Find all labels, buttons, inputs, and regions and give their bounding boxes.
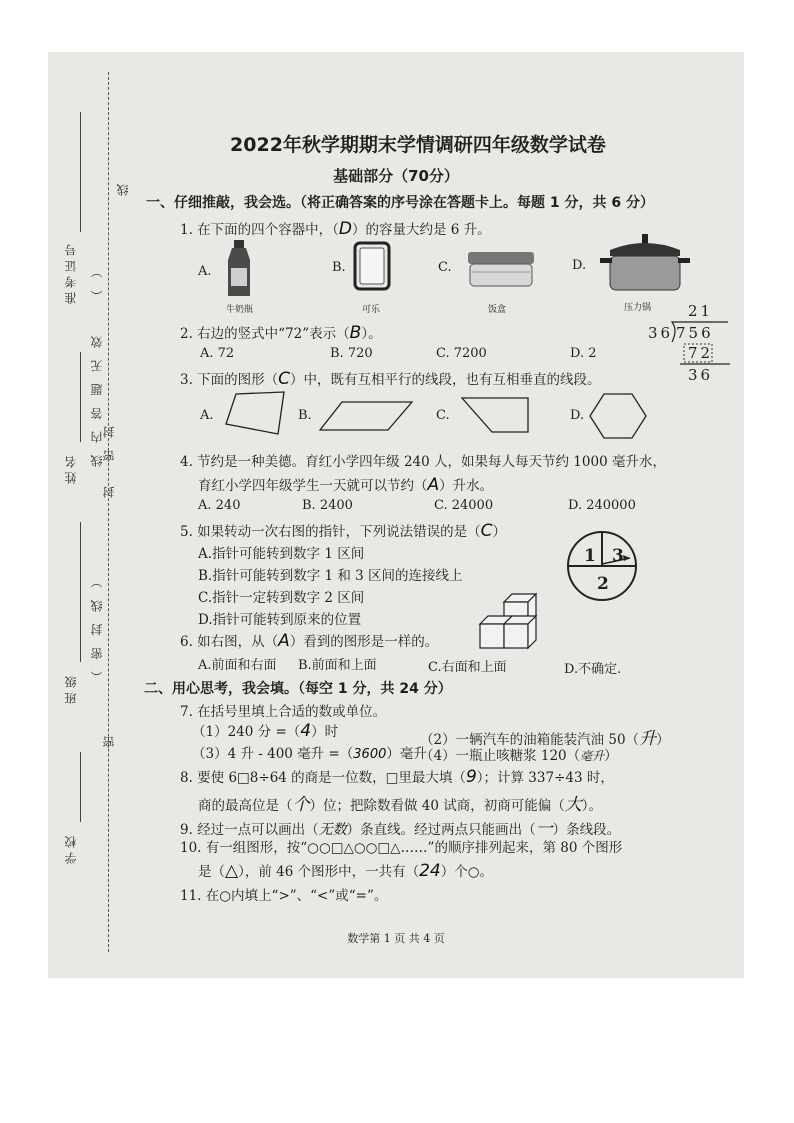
q2-option-b: B. 720 xyxy=(330,346,373,361)
margin-word-line: 线 xyxy=(116,180,130,196)
pressure-cooker-icon xyxy=(600,234,690,296)
margin-seal-word: 密 封 xyxy=(102,422,116,462)
q9-answer-1: 无数 xyxy=(318,822,347,838)
q4-answer: A xyxy=(427,475,440,495)
q7-part-1-post: ）时 xyxy=(311,724,339,740)
q10-line-2-post: ）个○。 xyxy=(440,864,494,880)
q1-text xyxy=(180,218,491,239)
q6-answer: A xyxy=(278,631,290,651)
q3-option-d-label: D. xyxy=(570,408,585,423)
q6-option-c: C.右面和上面 xyxy=(428,660,507,675)
q8-line-1-mid: ）；计算 337÷43 时， xyxy=(476,770,614,786)
q2-text-post: ）。 xyxy=(361,326,382,342)
q5-text xyxy=(180,520,506,541)
lunchbox-icon xyxy=(466,248,536,290)
division-remainder: 36 xyxy=(688,366,714,384)
division-partial-product: 72 xyxy=(688,344,714,362)
q2-option-a: A. 72 xyxy=(200,346,235,361)
q8-line-2-post: ）。 xyxy=(581,798,603,814)
q1-option-d-caption: 压力锅 xyxy=(624,303,652,313)
q1-option-b-caption: 可乐 xyxy=(362,305,381,315)
cube-stack-diagram xyxy=(478,592,550,654)
q4-option-b: B. 2400 xyxy=(302,498,353,513)
q6-text-pre: 6. 如右图，从（ xyxy=(180,634,279,650)
q10-answer-1: △ xyxy=(225,861,239,881)
spinner-label-3: 3 xyxy=(612,546,624,566)
q9-post: ）条线段。 xyxy=(552,822,621,838)
q2-option-c: C. 7200 xyxy=(436,346,487,361)
q8-line-2-mid: ）位；把除数看做 40 试商，初商可能偏（ xyxy=(309,798,565,814)
margin-seal-notice: 线 内 答 题 无 效 xyxy=(90,332,104,468)
margin-school-label: 学校 xyxy=(64,832,78,864)
q5-text-pre: 5. 如果转动一次右图的指针，下列说法错误的是（ xyxy=(180,524,481,540)
q7-part-1-pre: （1）240 分 =（ xyxy=(192,724,301,740)
q7-part-4-answer: 毫升 xyxy=(580,749,605,763)
q7-part-3-pre: （3）4 升 - 400 毫升 =（ xyxy=(192,746,354,762)
margin-name-label: 姓名 xyxy=(64,452,78,484)
cola-can-icon xyxy=(354,242,390,290)
q4-line-2-pre: 育红小学四年级学生一天就可以节约（ xyxy=(198,478,428,494)
q7-part-3-post: ）毫升 xyxy=(386,746,427,762)
q6-text-post: ）看到的图形是一样的。 xyxy=(289,634,439,650)
exam-subtitle: 基础部分（70分） xyxy=(333,167,459,185)
spinner-label-2: 2 xyxy=(597,574,609,594)
margin-word-secret: 密 xyxy=(102,732,116,748)
bleed-through-text xyxy=(138,132,151,151)
q4-line-1: 4. 节约是一种美德。育红小学四年级 240 人，如果每人每天节约 1000 毫升水， xyxy=(180,454,666,470)
margin-exam-number-label: 准考证号 xyxy=(64,240,78,304)
hexagon-shape xyxy=(588,392,648,440)
parallelogram-shape xyxy=(318,400,414,432)
q7-part-4 xyxy=(420,744,618,764)
q1-text-post: ）的容量大约是 6 升。 xyxy=(352,222,491,238)
margin-fill-line-3 xyxy=(80,522,81,662)
q3-text-post: ）中，既有互相平行的线段，也有互相垂直的线段。 xyxy=(290,372,601,388)
q6-text xyxy=(180,630,438,651)
q7-part-3-answer: 3600 xyxy=(353,747,387,762)
page-footer: 数学第 1 页 共 4 页 xyxy=(347,932,445,945)
q2-text-pre: 2. 右边的竖式中“72”表示（ xyxy=(180,326,350,342)
q5-answer: C xyxy=(480,521,493,541)
margin-word-seal: 封 xyxy=(102,482,116,498)
q7-part-2-pre: （2）一辆汽车的油箱能装汽油 50（ xyxy=(420,732,640,748)
q7-part-4-pre: （4）一瓶止咳糖浆 120（ xyxy=(420,748,581,764)
q7-part-3 xyxy=(192,742,427,762)
q5-option-c: C.指针一定转到数字 2 区间 xyxy=(198,590,365,606)
q6-option-b: B.前面和上面 xyxy=(298,658,377,673)
q5-option-d: D.指针可能转到原来的位置 xyxy=(198,612,362,628)
q4-line-2 xyxy=(198,474,493,495)
q9-mid: ）条直线。经过两点只能画出（ xyxy=(346,822,536,838)
division-quotient: 21 xyxy=(688,302,714,320)
exam-sheet xyxy=(48,52,744,978)
q5-option-b: B.指针可能转到数字 1 和 3 区间的连接线上 xyxy=(198,568,463,584)
margin-fill-line-4 xyxy=(80,752,81,822)
q10-line-2 xyxy=(198,860,493,881)
q8-line-2-pre: 商的最高位是（ xyxy=(198,798,293,814)
q1-option-c-caption: 饭盒 xyxy=(488,305,507,315)
q3-text-pre: 3. 下面的图形（ xyxy=(180,372,279,388)
q3-option-b-label: B. xyxy=(298,408,312,423)
q1-answer: D xyxy=(338,219,353,239)
q3-answer: C xyxy=(278,369,291,389)
q8-line-2 xyxy=(198,790,602,815)
q4-option-d: D. 240000 xyxy=(568,498,636,513)
q10-answer-2: 24 xyxy=(419,861,441,881)
seal-dashed-line xyxy=(108,72,109,952)
q8-answer-2: 个 xyxy=(292,795,310,815)
q9-pre: 9. 经过一点可以画出（ xyxy=(180,822,319,838)
right-trapezoid-shape xyxy=(460,396,530,434)
q10-line-2-pre: 是（ xyxy=(198,864,225,880)
q3-text xyxy=(180,368,601,389)
q2-answer: B xyxy=(349,323,362,343)
milk-bottle-icon xyxy=(226,240,252,300)
q8-line-1 xyxy=(180,766,614,787)
q11-text: 11. 在○内填上“>”、“<”或“=”。 xyxy=(180,888,388,904)
margin-fill-line-2 xyxy=(80,352,81,442)
q1-option-d-label: D. xyxy=(572,258,587,273)
q4-line-2-post: ）升水。 xyxy=(439,478,494,494)
margin-class-label: 班级 xyxy=(64,672,78,704)
section-2-heading: 二、用心思考，我会填。（每空 1 分，共 24 分） xyxy=(144,681,452,697)
q10-line-2-mid: ），前 46 个图形中，一共有（ xyxy=(238,864,420,880)
q8-answer-3: 大 xyxy=(564,795,582,815)
section-1-heading: 一、仔细推敲，我会选。（将正确答案的序号涂在答题卡上。每题 1 分，共 6 分） xyxy=(146,195,654,211)
q3-option-c-label: C. xyxy=(436,408,450,423)
division-divisor: 36 xyxy=(648,324,674,342)
q1-option-c-label: C. xyxy=(438,260,452,275)
q7-part-2-answer: 升 xyxy=(639,729,657,749)
q9-answer-2: 一 xyxy=(535,819,553,839)
q7-text: 7. 在括号里填上合适的数或单位。 xyxy=(180,704,387,720)
q6-option-d: D.不确定. xyxy=(564,662,622,677)
q7-part-4-post: ） xyxy=(604,748,618,764)
q2-option-d: D. 2 xyxy=(570,346,597,361)
q4-option-c: C. 24000 xyxy=(434,498,494,513)
q5-text-post: ） xyxy=(492,524,507,540)
q1-option-a-caption: 牛奶瓶 xyxy=(226,305,254,315)
q7-part-2-post: ） xyxy=(656,732,670,748)
margin-paren-note: （ ） xyxy=(90,262,104,302)
q8-line-1-pre: 8. 要使 6□8÷64 的商是一位数，□里最大填（ xyxy=(180,770,466,786)
q8-answer-1: 9 xyxy=(465,767,477,787)
q3-option-a-label: A. xyxy=(200,408,214,423)
exam-title: 2022年秋学期期末学情调研四年级数学试卷 xyxy=(230,134,606,156)
q1-text-pre: 1. 在下面的四个容器中，（ xyxy=(180,222,339,238)
q5-option-a: A.指针可能转到数字 1 区间 xyxy=(198,546,365,562)
spinner-label-1: 1 xyxy=(584,546,596,566)
q7-part-1-answer: 4 xyxy=(300,721,312,741)
q1-option-a-label: A. xyxy=(198,264,212,279)
q4-option-a: A. 240 xyxy=(198,498,241,513)
division-dividend: 756 xyxy=(676,324,714,342)
quadrilateral-shape xyxy=(224,390,290,436)
margin-seal-paren: （ 密 封 线 ） xyxy=(90,572,104,684)
q1-option-b-label: B. xyxy=(332,260,346,275)
q10-line-1: 10. 有一组图形，按“○○□△○○□△……”的顺序排列起来，第 80 个图形 xyxy=(180,840,623,856)
q2-text xyxy=(180,322,382,343)
q7-part-1 xyxy=(192,720,338,741)
q6-option-a: A.前面和右面 xyxy=(198,658,277,673)
